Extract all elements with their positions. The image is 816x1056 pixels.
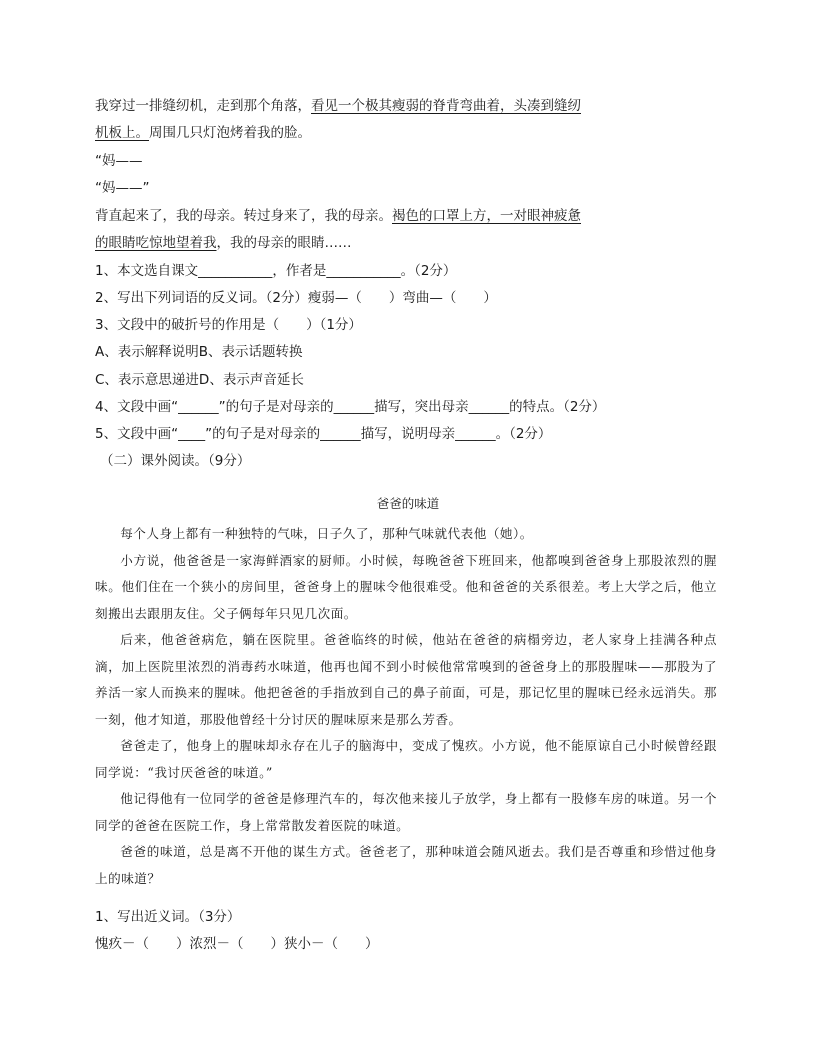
excerpt-line-1 [95,96,581,116]
underlined-sentence: 看见一个极其瘦弱的脊背弯曲着，头凑到缝纫 [311,98,581,114]
underlined-sentence: 褐色的口罩上方，一对眼神疲惫 [392,208,581,224]
excerpt-line-4: “妈——” [95,180,150,196]
excerpt-line-2 [95,123,311,143]
question-b-1: 1、写出近义词。（3分） [95,909,241,925]
story-paragraph: 他记得他有一位同学的爸爸是修理汽车的，每次他来接儿子放学，身上都有一股修车房的味道。另一个同学的爸爸在医院工作，身上常常散发着医院的味道。 [95,791,717,833]
excerpt-text: 周围几只灯泡烤着我的脸。 [149,125,311,141]
underlined-sentence: 机板上。 [95,125,149,141]
question-2: 2、写出下列词语的反义词。（2分）瘦弱—（ ）弯曲—（ ） [95,290,497,306]
question-5: 5、文段中画“____”的句子是对母亲的______描写，说明母亲______。（2分） [95,426,552,442]
question-3: 3、文段中的破折号的作用是（ ）（1分） [95,317,362,333]
excerpt-text: 背直起来了，我的母亲。转过身来了，我的母亲。 [95,208,392,224]
question-1: 1、本文选自课文___________，作者是___________。（2分） [95,263,457,279]
question-3-options-ab: A、表示解释说明B、表示话题转换 [95,344,303,360]
section-heading: （二）课外阅读。（9分） [100,453,251,469]
excerpt-line-3: “妈—— [95,153,143,169]
question-4: 4、文段中画“______”的句子是对母亲的______描写，突出母亲______的特点。（2分） [95,399,606,415]
story-paragraph: 每个人身上都有一种独特的气味，日子久了，那种气味就代表他（她）。 [120,526,533,541]
story-paragraph: 爸爸走了，他身上的腥味却永存在儿子的脑海中，变成了愧疚。小方说，他不能原谅自己小时候曾经跟同学说：“我讨厌爸爸的味道。” [95,738,717,780]
story-paragraph: 小方说，他爸爸是一家海鲜酒家的厨师。小时候，每晚爸爸下班回来，他都嗅到爸爸身上那股浓烈的腥味。他们住在一个狭小的房间里，爸爸身上的腥味令他很难受。他和爸爸的关系很差。考上大学之后，他立刻搬出去跟朋友住。父子俩每年只见几次面。 [95,552,717,621]
question-b-1-items: 愧疚－（ ）浓烈－（ ）狭小－（ ） [95,936,379,952]
story-paragraph: 爸爸的味道，总是离不开他的谋生方式。爸爸老了，那种味道会随风逝去。我们是否尊重和珍惜过他身上的味道？ [95,844,717,886]
excerpt-line-6 [95,233,352,253]
excerpt-text: ，我的母亲的眼睛…… [216,235,352,251]
story-paragraph: 后来，他爸爸病危，躺在医院里。爸爸临终的时候，他站在爸爸的病榻旁边，老人家身上挂满各种点滴，加上医院里浓烈的消毒药水味道，他再也闻不到小时候他常常嗅到的爸爸身上的那股腥味——那股为了养活一家人而换来的腥味。他把爸爸的手指放到自己的鼻子前面，可是，那记忆里的腥味已经永远消失。那一刻，他才知道，那股他曾经十分讨厌的腥味原来是那么芳香。 [95,632,717,727]
question-3-options-cd: C、表示意思递进D、表示声音延长 [95,372,304,388]
excerpt-line-5 [95,206,581,226]
story-body [95,521,717,892]
excerpt-text: 我穿过一排缝纫机，走到那个角落， [95,98,311,114]
story-title: 爸爸的味道 [376,496,440,511]
underlined-sentence: 的眼睛吃惊地望着我 [95,235,217,251]
